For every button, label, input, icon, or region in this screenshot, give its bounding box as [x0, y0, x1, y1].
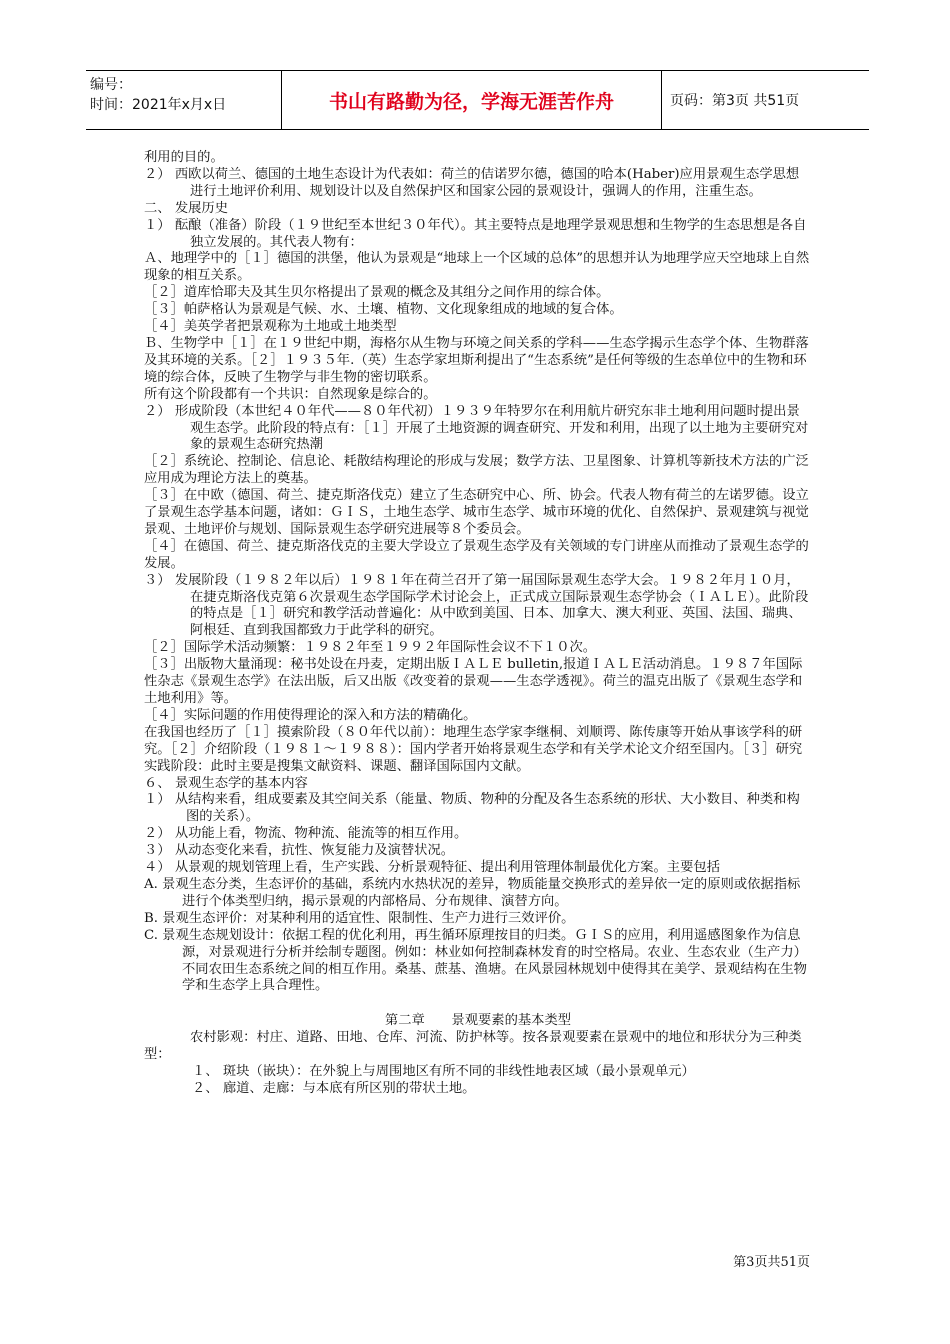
chapter-heading: 第二章 景观要素的基本类型 — [384, 1013, 572, 1029]
paragraph-text: 农村影观：村庄、道路、田地、仓库、河流、防护林等。按各景观要素在景观中的地位和形状分为三种类型： — [144, 1030, 802, 1063]
paragraph: ［２］国际学术活动频繁：１９８２年至１９９２年国际性会议不下１０次。 — [144, 640, 597, 656]
header-page-label: 页码：第3页 共51页 — [670, 93, 800, 109]
list-item: １） 从结构来看，组成要素及其空间关系（能量、物质、物种的分配及各生态系统的形状、大小数目、种类和构图的关系）。 — [144, 792, 800, 825]
paragraph: ２） 形成阶段（本世纪４０年代——８０年代初）１９３９年特罗尔在利用航片研究东非土地利用问题时提出景观生态学。此阶段的特点有：［１］开展了土地资源的调查研究、开发和利用，出现了以土地为主要研究对象的景观生态研究热潮 — [144, 403, 809, 453]
list-item: ２、 廊道、走廊：与本底有所区别的带状土地。 — [192, 1080, 476, 1096]
paragraph: Ａ、地理学中的［１］德国的洪堡，他认为景观是“地球上一个区域的总体”的思想并认为地理学应天空地球上自然现象的相互关系。 — [144, 251, 810, 284]
list-item: A. 景观生态分类，生态评价的基础，系统内水热状况的差异，物质能量交换形式的差异依一定的原则或依据指标进行个体类型归纳，揭示景观的内部格局、分布规律、演替方向。 — [144, 876, 801, 909]
list-item: B. 景观生态评价：对某种利用的适宜性、限制性、生产力进行三效评价。 — [144, 910, 575, 926]
list-item: ３） 从动态变化来看，抗性、恢复能力及演替状况。 — [144, 843, 455, 859]
paragraph: ３） 发展阶段（１９８２年以后）１９８１年在荷兰召开了第一届国际景观生态学大会。１９８２年月１０月，在捷克斯洛伐克第６次景观生态学国际学术讨论会上，正式成立国际景观生态学协会（ＩＡＬＥ）。此阶段的特点是［１］研究和教学活动普遍化：从中欧到美国、日本、加拿大、澳大利亚、英国、法国、瑞典、阿根廷、直到我国都致力于此学科的研究。 — [144, 572, 809, 639]
paragraph — [144, 1030, 812, 1064]
paragraph: ［３］出版物大量涌现：秘书处设在丹麦，定期出版ＩＡＬＥ bulletin,报道ＩＡＬＥ活动消息。１９８７年国际性杂志《景观生态学》在法出版，后又出版《改变着的景观——生态学透视》。荷兰的温克出版了《景观生态学和土地利用》等。 — [144, 657, 803, 706]
header-motto: 书山有路勤为径，学海无涯苦作舟 — [282, 71, 662, 129]
paragraph: ［３］帕萨格认为景观是气候、水、土壤、植物、文化现象组成的地域的复合体。 — [144, 302, 623, 318]
code-label: 编号： — [90, 77, 132, 93]
paragraph: ［３］在中欧（德国、荷兰、捷克斯洛伐克）建立了生态研究中心、所、协会。代表人物有荷兰的左诺罗德。设立了景观生态学基本问题，诸如：ＧＩＳ，土地生态学、城市生态学、城市环境的优化、自然保护、景观建筑与视觉景观、土地评价与规划、国际景观生态学研究进展等８个委员会。 — [144, 488, 809, 537]
footer-page-label: 第3页共51页 — [733, 1255, 810, 1270]
list-item: １、 斑块（嵌块）：在外貌上与周围地区有所不同的非线性地表区域（最小景观单元） — [192, 1064, 695, 1080]
paragraph: ２） 西欧以荷兰、德国的土地生态设计为代表如：荷兰的佶诺罗尔德，德国的哈本(Haber)应用景观生态学思想进行土地评价利用、规划设计以及自然保护区和国家公园的景观设计，强调人的作用，注重生态。 — [144, 166, 800, 199]
section-heading: ６、 景观生态学的基本内容 — [144, 775, 308, 791]
document-body — [144, 150, 812, 1098]
paragraph: ［２］道库恰耶夫及其生贝尔格提出了景观的概念及其组分之间作用的综合体。 — [144, 285, 610, 301]
time-label: 时间：2021年x月x日 — [90, 97, 227, 113]
list-item: ４） 从景观的规划管理上看，生产实践、分析景观特征、提出利用管理体制最优化方案。主要包括 — [144, 860, 720, 876]
list-item: C. 景观生态规划设计：依据工程的优化利用，再生循环原理按目的归类。ＧＩＳ的应用，利用遥感图象作为信息源，对景观进行分析并绘制专题图。例如：林业如何控制森林发育的时空格局。农业、生态农业（生产力）不同农田生态系统之间的相互作用。桑基、蔗基、渔塘。在风景园林规划中使得其在美学、景观结构在生物学和生态学上具合理性。 — [144, 927, 807, 994]
list-item: ２） 从功能上看，物流、物种流、能流等的相互作用。 — [144, 826, 468, 842]
paragraph: 所有这个阶段都有一个共识：自然现象是综合的。 — [144, 386, 437, 402]
paragraph: １） 酝酿（准备）阶段（１９世纪至本世纪３０年代）。其主要特点是地理学景观思想和生物学的生态思想是各自独立发展的。其代表人物有： — [144, 217, 807, 250]
paragraph: 在我国也经历了［１］摸索阶段（８０年代以前）：地理生态学家李继桐、刘顺谔、陈传康等开始从事该学科的研究。［２］介绍阶段（１９８１～１９８８）：国内学者开始将景观生态学和有关学术论文介绍至国内。［３］研究实践阶段：此时主要是搜集文献资料、课题、翻译国际国内文献。 — [144, 724, 803, 774]
section-heading: 二、 发展历史 — [144, 200, 229, 216]
paragraph: Ｂ、生物学中［１］在１９世纪中期，海格尔从生物与环境之间关系的学科——生态学揭示生态学个体、生物群落及其环境的关系。［２］１９３５年.（英）生态学家坦斯利提出了“生态系统”是任何等级的生态单位中的生物和环境的综合体，反映了生物学与非生物的密切联系。 — [144, 335, 809, 385]
paragraph: ［４］美英学者把景观称为土地或土地类型 — [144, 319, 397, 335]
paragraph: 利用的目的。 — [144, 150, 224, 165]
header-table — [86, 70, 869, 130]
paragraph: ［２］系统论、控制论、信息论、耗散结构理论的形成与发展；数学方法、卫星图象、计算机等新技术方法的广泛应用成为理论方法上的奠基。 — [144, 454, 809, 487]
paragraph: ［４］在德国、荷兰、捷克斯洛伐克的主要大学设立了景观生态学及有关领域的专门讲座从而推动了景观生态学的发展。 — [144, 538, 809, 571]
paragraph: ［４］实际问题的作用使得理论的深入和方法的精确化。 — [144, 707, 477, 723]
header-meta — [86, 71, 282, 129]
